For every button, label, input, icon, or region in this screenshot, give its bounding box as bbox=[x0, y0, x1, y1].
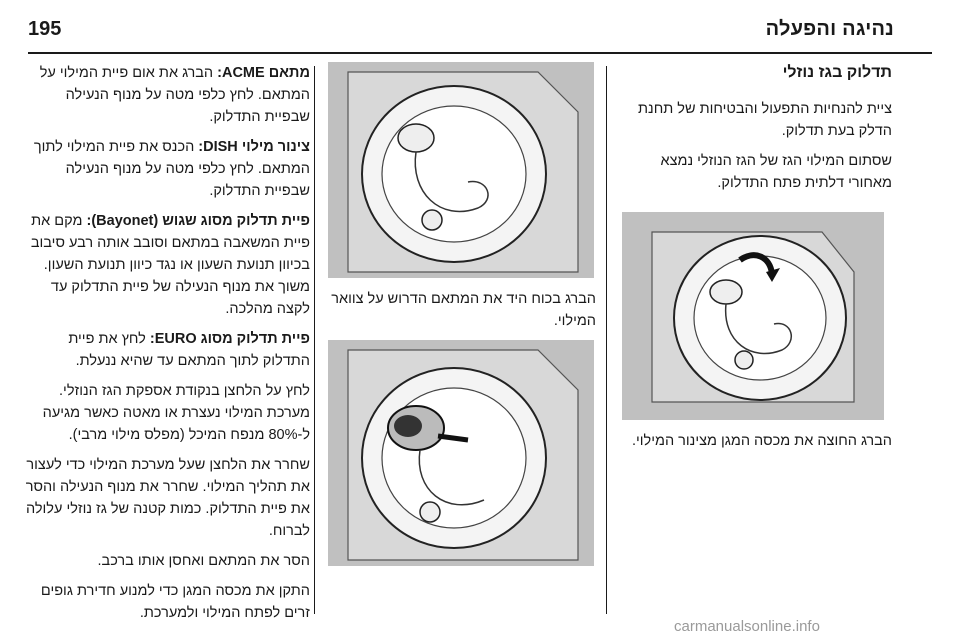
right-column bbox=[622, 62, 892, 460]
paragraph-text: מקם את פיית המשאבה במתאם וסובב אותה רבע סיבוב בכיוון תנועת השעון או נגד כיוון תנועת השעון. משוך את מנוף הנעילה של פיית התדלוק עד לקצה מהלכה. bbox=[30, 213, 310, 317]
paragraph: שחרר את הלחצן שעל מערכת המילוי כדי לעצור את תהליך המילוי. שחרר את מנוף הנעילה והסר את פיית התדלוק. כמות קטנה של גז נוזלי עלולה לברוח. bbox=[25, 457, 310, 539]
paragraph: שסתום המילוי הגז של הגז הנוזלי נמצא מאחורי דלתית פתח התדלוק. bbox=[660, 153, 892, 191]
paragraph: התקן את מכסה המגן כדי למנוע חדירת גופים זרים לפתח המילוי ולמערכת. bbox=[40, 583, 310, 621]
middle-column bbox=[326, 62, 596, 576]
fuel-filler-drawing bbox=[328, 62, 594, 278]
term: מתאם ACME: bbox=[217, 65, 310, 81]
term: צינור מילוי DISH: bbox=[198, 139, 310, 155]
paragraph-text: הכנס את פיית המילוי לתוך המתאם. לחץ כלפי מטה על מנוף הנעילה שבפיית התדלוק. bbox=[33, 139, 310, 199]
paragraph-text: לחץ את פיית התדלוק לתוך המתאם עד שהיא ננעלת. bbox=[68, 331, 310, 369]
paragraph: ציית להנחיות התפעול והבטיחות של תחנת הדלק בעת תדלוק. bbox=[638, 101, 892, 139]
term: פיית תדלוק מסוג שגוש (Bayonet): bbox=[86, 213, 310, 229]
page-header bbox=[28, 8, 932, 48]
figure-caption: הברג החוצה את מכסה המגן מצינור המילוי. bbox=[631, 433, 892, 449]
illustration-adapter-area bbox=[328, 62, 594, 278]
page-number: 195 bbox=[28, 18, 62, 40]
paragraph: הסר את המתאם ואחסן אותו ברכב. bbox=[97, 553, 310, 569]
term: פיית תדלוק מסוג EURO: bbox=[149, 331, 310, 347]
watermark: carmanualsonline.info bbox=[674, 618, 820, 635]
illustration-attach-adapter bbox=[328, 340, 594, 566]
column-divider-left bbox=[314, 66, 315, 614]
column-divider-right bbox=[606, 66, 607, 614]
paragraph: לחץ על הלחצן בנקודת אספקת הגז הנוזלי. מערכת המילוי נעצרת או מאטה כאשר מגיעה ל-80% מנפח המיכל (מפלס מילוי מרבי). bbox=[42, 383, 310, 443]
section-heading: תדלוק בגז נוזלי bbox=[782, 64, 892, 81]
paragraph bbox=[20, 62, 310, 128]
paragraph bbox=[20, 136, 310, 202]
paragraph-text: הברג את אום פיית המילוי על המתאם. לחץ כלפי מטה על מנוף הנעילה שבפיית התדלוק. bbox=[39, 65, 310, 125]
left-column bbox=[20, 62, 310, 632]
header-rule bbox=[28, 52, 932, 54]
paragraph bbox=[20, 210, 310, 320]
fuel-filler-drawing bbox=[622, 212, 884, 420]
paragraph bbox=[20, 328, 310, 372]
figure-caption: הברג בכוח היד את המתאם הדרוש על צוואר המילוי. bbox=[331, 291, 596, 329]
fuel-filler-adapter-drawing bbox=[328, 340, 594, 566]
chapter-title: נהיגה והפעלה bbox=[765, 18, 894, 40]
illustration-remove-cap bbox=[622, 212, 884, 420]
